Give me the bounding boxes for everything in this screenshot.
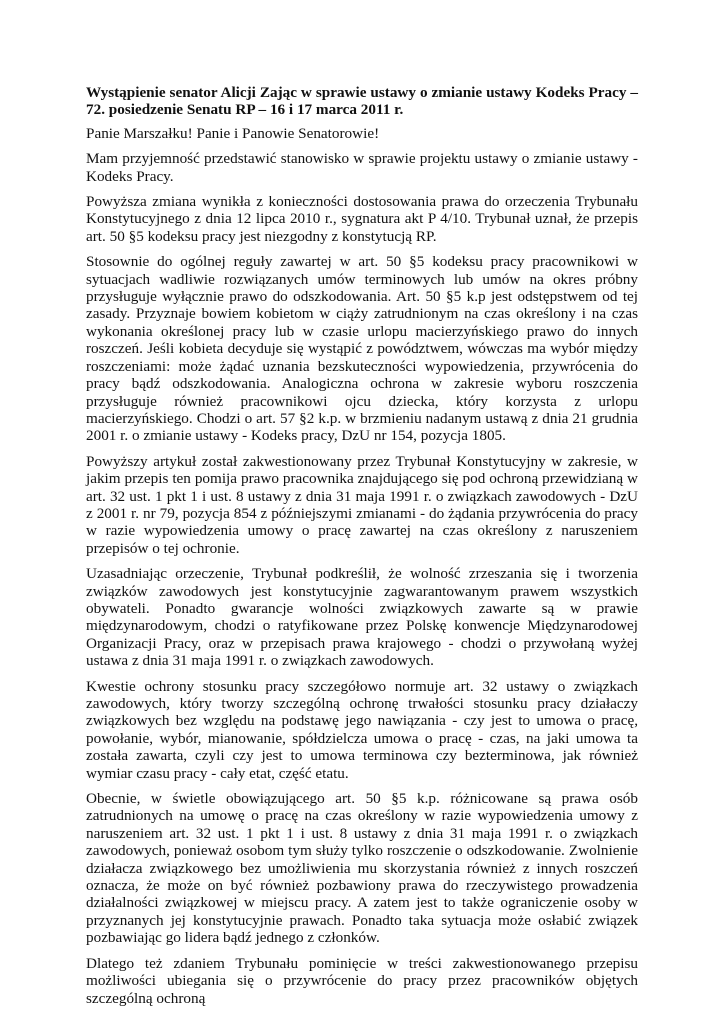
paragraph: Powyższy artykuł został zakwestionowany przez Trybunał Konstytucyjny w zakresie, w jakim przepis ten pomija prawo pracownika znajdującego się pod ochroną przewidzianą w art. 32 ust. 1 pkt 1 i ust. 8 ustawy z dnia 31 maja 1991 r. o związkach zawodowych - DzU z 2001 r. nr 79, pozycja 854 z późniejszymi zmianami - do żądania przywrócenia do pracy w razie wypowiedzenia umowy o pracę zawartej na czas określony z naruszeniem przepisów o tej ochronie. [86, 452, 638, 557]
paragraph: Obecnie, w świetle obowiązującego art. 50 §5 k.p. różnicowane są prawa osób zatrudnionych na umowę o pracę na czas określony w razie wypowiedzenia umowy z naruszeniem art. 32 ust. 1 pkt 1 i ust. 8 ustawy z dnia 31 maja 1991 r. o związkach zawodowych, ponieważ osobom tym służy tylko roszczenie o odszkodowanie. Zwolnienie działacza związkowego bez umożliwienia mu skorzystania również z innych roszczeń oznacza, że może on być również pozbawiony prawa do rzeczywistego prowadzenia działalności związkowej w miejscu pracy. A zatem jest to także ograniczenie osoby w przyznanych jej konstytucyjnie prawach. Ponadto taka sytuacja może osłabić związek pozbawiając go lidera bądź jednego z członków. [86, 790, 638, 947]
paragraph: Uzasadniając orzeczenie, Trybunał podkreślił, że wolność zrzeszania się i tworzenia związków zawodowych jest konstytucyjnie zagwarantowanym prawem wszystkich obywateli. Ponadto gwarancje wolności związkowych zawarte są w prawie międzynarodowym, chodzi o ratyfikowane przez Polskę konwencje Międzynarodowej Organizacji Pracy, oraz w przepisach prawa krajowego - chodzi o przywołaną wyżej ustawa z dnia 31 maja 1991 r. o związkach zawodowych. [86, 565, 638, 670]
paragraph: Kwestie ochrony stosunku pracy szczegółowo normuje art. 32 ustawy o związkach zawodowych, który tworzy szczególną ochronę trwałości stosunku pracy działaczy związkowych bez względu na podstawę jego nawiązania - czy jest to umowa o pracę, powołanie, wybór, mianowanie, spółdzielcza umowa o pracę - czas, na jaki umowa ta została zawarta, czyli czy jest to umowa terminowa czy bezterminowa, jak również wymiar czasu pracy - cały etat, część etatu. [86, 677, 638, 782]
paragraph: Dlatego też zdaniem Trybunału pominięcie w treści zakwestionowanego przepisu możliwości ubiegania się o przywrócenie do pracy przez pracowników objętych szczególną ochroną [86, 954, 638, 1007]
paragraph: Powyższa zmiana wynikła z konieczności dostosowania prawa do orzeczenia Trybunału Konstytucyjnego z dnia 12 lipca 2010 r., sygnatura akt P 4/10. Trybunał uznał, że przepis art. 50 §5 kodeksu pracy jest niezgodny z konstytucją RP. [86, 193, 638, 245]
paragraph: Mam przyjemność przedstawić stanowisko w sprawie projektu ustawy o zmianie ustawy - Kodeks Pracy. [86, 150, 638, 185]
document-page [86, 84, 638, 1015]
paragraph: Stosownie do ogólnej reguły zawartej w art. 50 §5 kodeksu pracy pracownikowi w sytuacjach wadliwie rozwiązanych umów terminowych lub umów na okres próbny przysługuje wyłącznie prawo do odszkodowania. Art. 50 §5 k.p jest odstępstwem od tej zasady. Przyznaje bowiem kobietom w ciąży zatrudnionym na czas określony i na czas wykonania określonej pracy lub w czasie urlopu macierzyńskiego prawo do innych roszczeń. Jeśli kobieta decyduje się wystąpić z powództwem, wówczas ma wybór między roszczeniami: może żądać uznania bezskuteczności wypowiedzenia, przywrócenia do pracy bądź odszkodowania. Analogiczna ochrona w zakresie wyboru roszczenia przysługuje również pracownikowi ojcu dziecka, który korzysta z urlopu macierzyńskiego. Chodzi o art. 57 §2 k.p. w brzmieniu nadanym ustawą z dnia 21 grudnia 2001 r. o zmianie ustawy - Kodeks pracy, DzU nr 154, pozycja 1805. [86, 253, 638, 445]
document-title: Wystąpienie senator Alicji Zając w sprawie ustawy o zmianie ustawy Kodeks Pracy – 72. posiedzenie Senatu RP – 16 i 17 marca 2011 r. [86, 84, 638, 119]
paragraph-greeting: Panie Marszałku! Panie i Panowie Senatorowie! [86, 124, 380, 142]
